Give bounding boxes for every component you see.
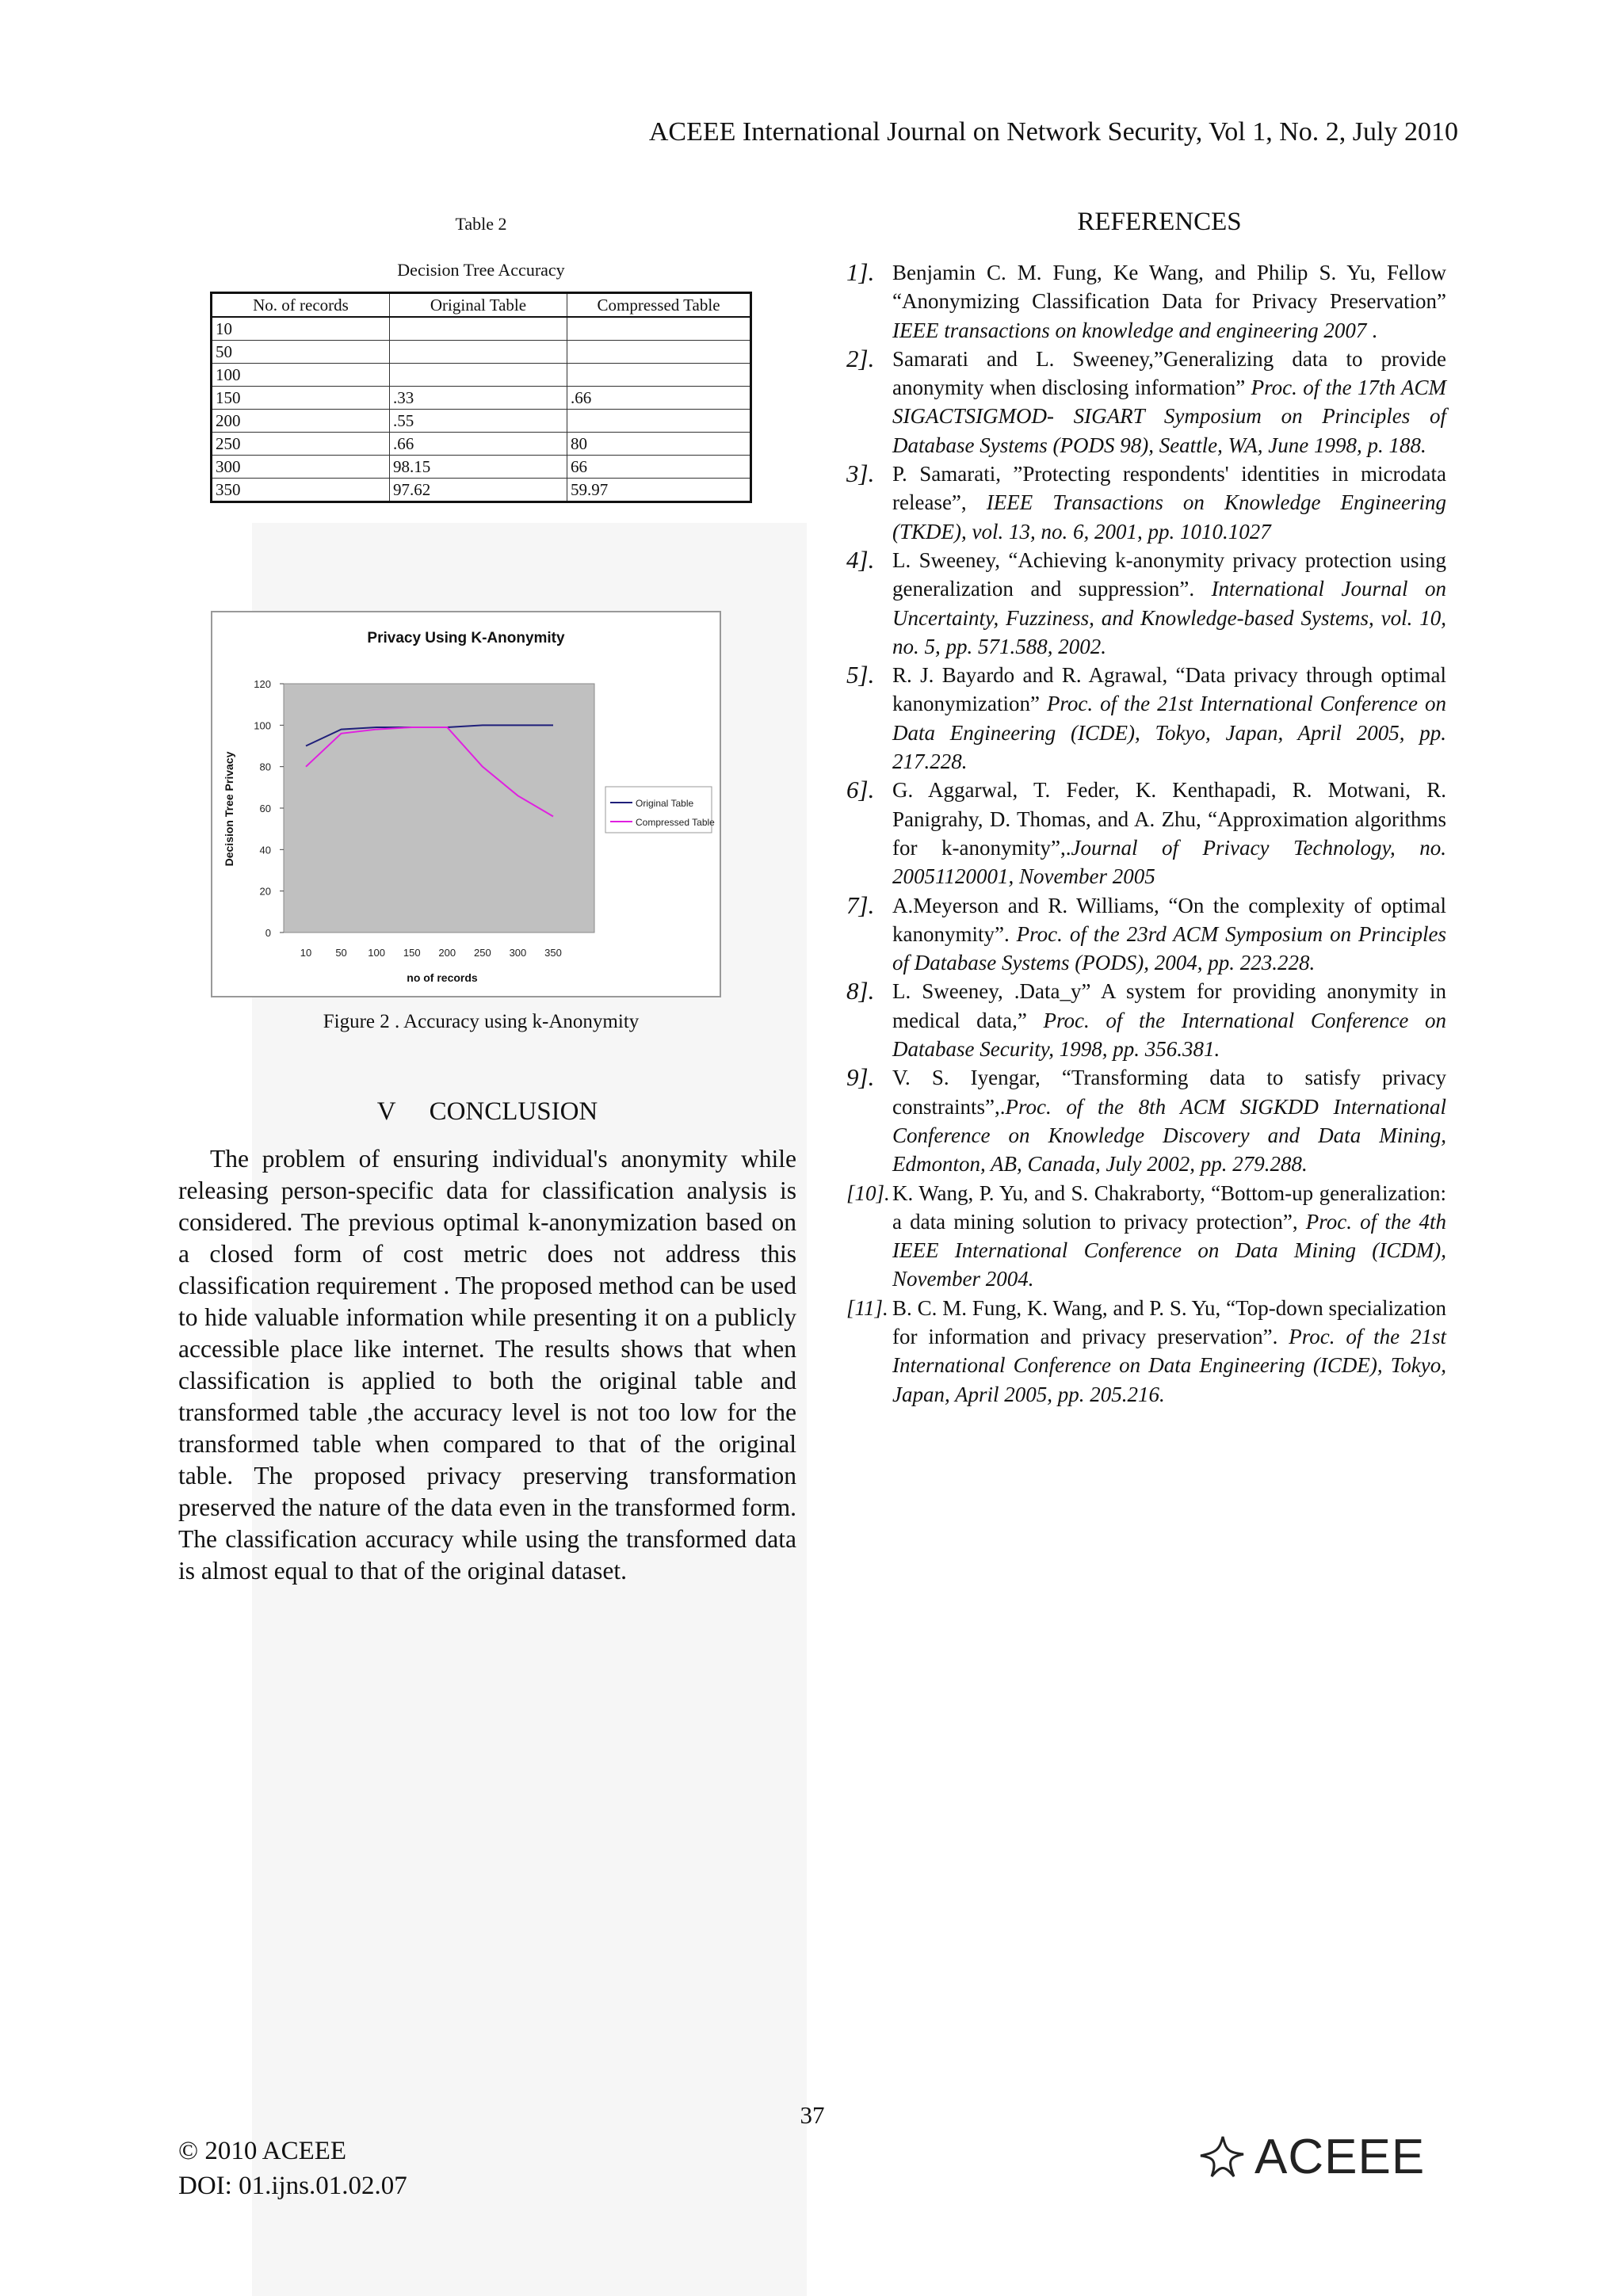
table-cell: [567, 317, 751, 341]
reference-authors-title: Samarati and L. Sweeney,”Generalizing data to provide anonymity when disclosing information”: [892, 346, 1446, 400]
reference-item: [846, 977, 1446, 1063]
reference-venue: Proc. of the 17th ACM SIGACTSIGMOD- SIGART Symposium on Principles of Database Systems (PODS 98), Seattle, WA, June 1998, p. 188.: [892, 376, 1446, 457]
footer-copyright-block: [178, 2134, 407, 2203]
reference-number: 7].: [846, 891, 875, 919]
table-cell: [390, 364, 567, 387]
page-number: 37: [800, 2101, 825, 2129]
reference-authors-title: P. Samarati, ”Protecting respondents' identities in microdata release”,: [892, 462, 1446, 515]
table-header-cell: Compressed Table: [567, 293, 751, 318]
figure-chart-box: [211, 611, 721, 997]
references-heading: REFERENCES: [1077, 208, 1242, 236]
reference-number: 3].: [846, 460, 875, 488]
reference-authors-title: V. S. Iyengar, “Transforming data to satisfy privacy constraints”,.: [892, 1066, 1446, 1119]
y-tick-label: 20: [259, 885, 271, 898]
y-axis-label: Decision Tree Privacy: [223, 751, 235, 867]
table-cell: 300: [212, 456, 390, 479]
reference-item: [846, 258, 1446, 345]
table-row: [212, 433, 751, 456]
x-tick-label: 150: [403, 947, 421, 959]
table-cell: .55: [390, 410, 567, 433]
reference-tail: .: [1366, 318, 1377, 342]
reference-item: [846, 891, 1446, 978]
x-tick-label: 10: [300, 947, 312, 959]
y-tick-label: 60: [259, 803, 271, 814]
reference-item: [846, 460, 1446, 546]
logo-text: ACEEE: [1254, 2130, 1426, 2183]
table-header-row: [212, 293, 751, 318]
copyright-text: © 2010 ACEEE: [178, 2137, 347, 2165]
conclusion-body: [178, 1143, 796, 1587]
table-cell: 50: [212, 341, 390, 364]
conclusion-paragraph: The problem of ensuring individual's anonymity while releasing person-specific data for classification analysis is considered. The previous optimal k-anonymization based on a closed form of cost metric does not address this classification requirement . The proposed method can be used to hide valuable information while presenting it on a publicly accessible place like internet. The results shows that when classification is applied to both the original table and transformed table ,the accuracy level is not too low for the transformed table when compared to that of the original table. The proposed privacy preserving transformation preserved the nature of the data even in the transformed form. The classification accuracy while using the transformed data is almost equal to that of the original dataset.: [178, 1145, 796, 1585]
aceee-logo: [1193, 2127, 1454, 2183]
reference-item: [846, 661, 1446, 776]
table-cell: 59.97: [567, 479, 751, 502]
reference-number: 4].: [846, 545, 875, 574]
table-cell: [567, 410, 751, 433]
table-cell: 350: [212, 479, 390, 502]
references-list: [846, 258, 1446, 1409]
table-row: [212, 410, 751, 433]
table-cell: 10: [212, 317, 390, 341]
table-header-cell: Original Table: [390, 293, 567, 318]
x-tick-label: 300: [509, 947, 527, 959]
table-row: [212, 456, 751, 479]
reference-item: [846, 546, 1446, 661]
legend-label: Original Table: [636, 798, 694, 809]
reference-authors-title: B. C. M. Fung, K. Wang, and P. S. Yu, “Top-down specialization for information and privacy preservation”.: [892, 1295, 1446, 1348]
x-tick-label: 100: [368, 947, 385, 959]
table-cell: .66: [390, 433, 567, 456]
table-cell: .33: [390, 387, 567, 410]
table-cell: 150: [212, 387, 390, 410]
decision-tree-accuracy-table: [210, 292, 752, 503]
section-number: V: [376, 1097, 396, 1126]
reference-number: 1].: [846, 258, 875, 286]
table-cell: 97.62: [390, 479, 567, 502]
reference-number: 5].: [846, 661, 875, 689]
x-axis-label: no of records: [407, 971, 478, 984]
y-tick-label: 40: [259, 844, 271, 856]
reference-authors-title: R. J. Bayardo and R. Agrawal, “Data privacy through optimal kanonymization”: [892, 663, 1446, 716]
table-cell: 66: [567, 456, 751, 479]
reference-number: [10].: [846, 1180, 890, 1205]
reference-venue: IEEE transactions on knowledge and engineering 2007: [892, 318, 1367, 342]
table-row: [212, 387, 751, 410]
x-tick-label: 250: [474, 947, 491, 959]
reference-number: 6].: [846, 776, 875, 804]
figure-caption: Figure 2 . Accuracy using k-Anonymity: [323, 1011, 640, 1032]
reference-number: 8].: [846, 977, 875, 1005]
section-title: CONCLUSION: [429, 1097, 598, 1126]
table-cell: [567, 364, 751, 387]
reference-item: [846, 776, 1446, 891]
table-cell: [390, 317, 567, 341]
table-cell: [390, 341, 567, 364]
y-tick-label: 80: [259, 761, 271, 773]
reference-authors-title: Benjamin C. M. Fung, Ke Wang, and Philip S. Yu, Fellow “Anonymizing Classification Data for Privacy Preservation”: [892, 261, 1446, 314]
table-row: [212, 317, 751, 341]
table-header-cell: No. of records: [212, 293, 390, 318]
reference-venue: Proc. of the 23rd ACM Symposium on Principles of Database Systems (PODS), 2004, pp. 223.228.: [892, 921, 1446, 975]
reference-venue: Proc. of the 21st International Conference on Data Engineering (ICDE), Tokyo, Japan, April 2005, pp. 205.216.: [892, 1324, 1447, 1406]
plot-area: [284, 684, 594, 933]
legend-label: Compressed Table: [636, 817, 715, 828]
section-heading-conclusion: [178, 1097, 796, 1127]
table-cell: 100: [212, 364, 390, 387]
table-cell: [567, 341, 751, 364]
doi-text: DOI: 01.ijns.01.02.07: [178, 2172, 407, 2200]
reference-authors-title: K. Wang, P. Yu, and S. Chakraborty, “Bottom-up generalization: a data mining solution to privacy protection”,: [892, 1180, 1446, 1234]
table-label: Table 2: [455, 214, 507, 234]
privacy-line-chart: [212, 612, 720, 996]
table-cell: 250: [212, 433, 390, 456]
table-cell: 98.15: [390, 456, 567, 479]
table-cell: .66: [567, 387, 751, 410]
reference-venue: Proc. of the International Conference on Database Security, 1998, pp. 356.381.: [892, 1008, 1446, 1062]
reference-number: 2].: [846, 344, 875, 372]
x-tick-label: 200: [438, 947, 456, 959]
table-row: [212, 479, 751, 502]
reference-venue: IEEE Transactions on Knowledge Engineering (TKDE), vol. 13, no. 6, 2001, pp. 1010.1027: [892, 490, 1446, 543]
reference-venue: Journal of Privacy Technology, no. 20051120001, November 2005: [892, 835, 1446, 889]
reference-item: [846, 1294, 1446, 1409]
reference-venue: Proc. of the 4th IEEE International Conference on Data Mining (ICDM), November 2004.: [892, 1209, 1446, 1291]
table-row: [212, 341, 751, 364]
reference-item: [846, 1063, 1446, 1178]
reference-venue: Proc. of the 8th ACM SIGKDD International Conference on Knowledge Discovery and Data Mining, Edmonton, AB, Canada, July 2002, pp. 279.288.: [892, 1094, 1446, 1177]
reference-authors-title: L. Sweeney, “Achieving k-anonymity privacy protection using generalization and suppression”.: [892, 547, 1446, 601]
y-tick-label: 100: [254, 719, 271, 732]
reference-item: [846, 1179, 1446, 1294]
reference-number: 9].: [846, 1063, 875, 1092]
reference-authors-title: L. Sweeney, .Data_y” A system for providing anonymity in medical data,”: [892, 979, 1446, 1032]
reference-number: [11].: [846, 1295, 888, 1320]
y-tick-label: 0: [265, 927, 271, 939]
reference-item: [846, 345, 1446, 460]
table-row: [212, 364, 751, 387]
reference-venue: Proc. of the 21st International Conference on Data Engineering (ICDE), Tokyo, Japan, April 2005, pp. 217.228.: [892, 692, 1446, 774]
reference-authors-title: G. Aggarwal, T. Feder, K. Kenthapadi, R. Motwani, R. Panigrahy, D. Thomas, and A. Zhu, “Approximation algorithms for k-anonymity”,.: [892, 778, 1446, 860]
table-cell: 200: [212, 410, 390, 433]
running-header: ACEEE International Journal on Network Security, Vol 1, No. 2, July 2010: [648, 117, 1458, 147]
reference-venue: International Journal on Uncertainty, Fuzziness, and Knowledge-based Systems, vol. 10, no. 5, pp. 571.588, 2002.: [892, 577, 1446, 658]
x-tick-label: 50: [335, 947, 347, 959]
logo-star-icon: [1201, 2137, 1243, 2176]
table-cell: 80: [567, 433, 751, 456]
x-tick-label: 350: [544, 947, 562, 959]
table-title: Decision Tree Accuracy: [397, 260, 565, 280]
y-tick-label: 120: [254, 678, 271, 690]
reference-authors-title: A.Meyerson and R. Williams, “On the complexity of optimal kanonymity”.: [892, 893, 1446, 946]
chart-title: Privacy Using K-Anonymity: [367, 630, 565, 646]
